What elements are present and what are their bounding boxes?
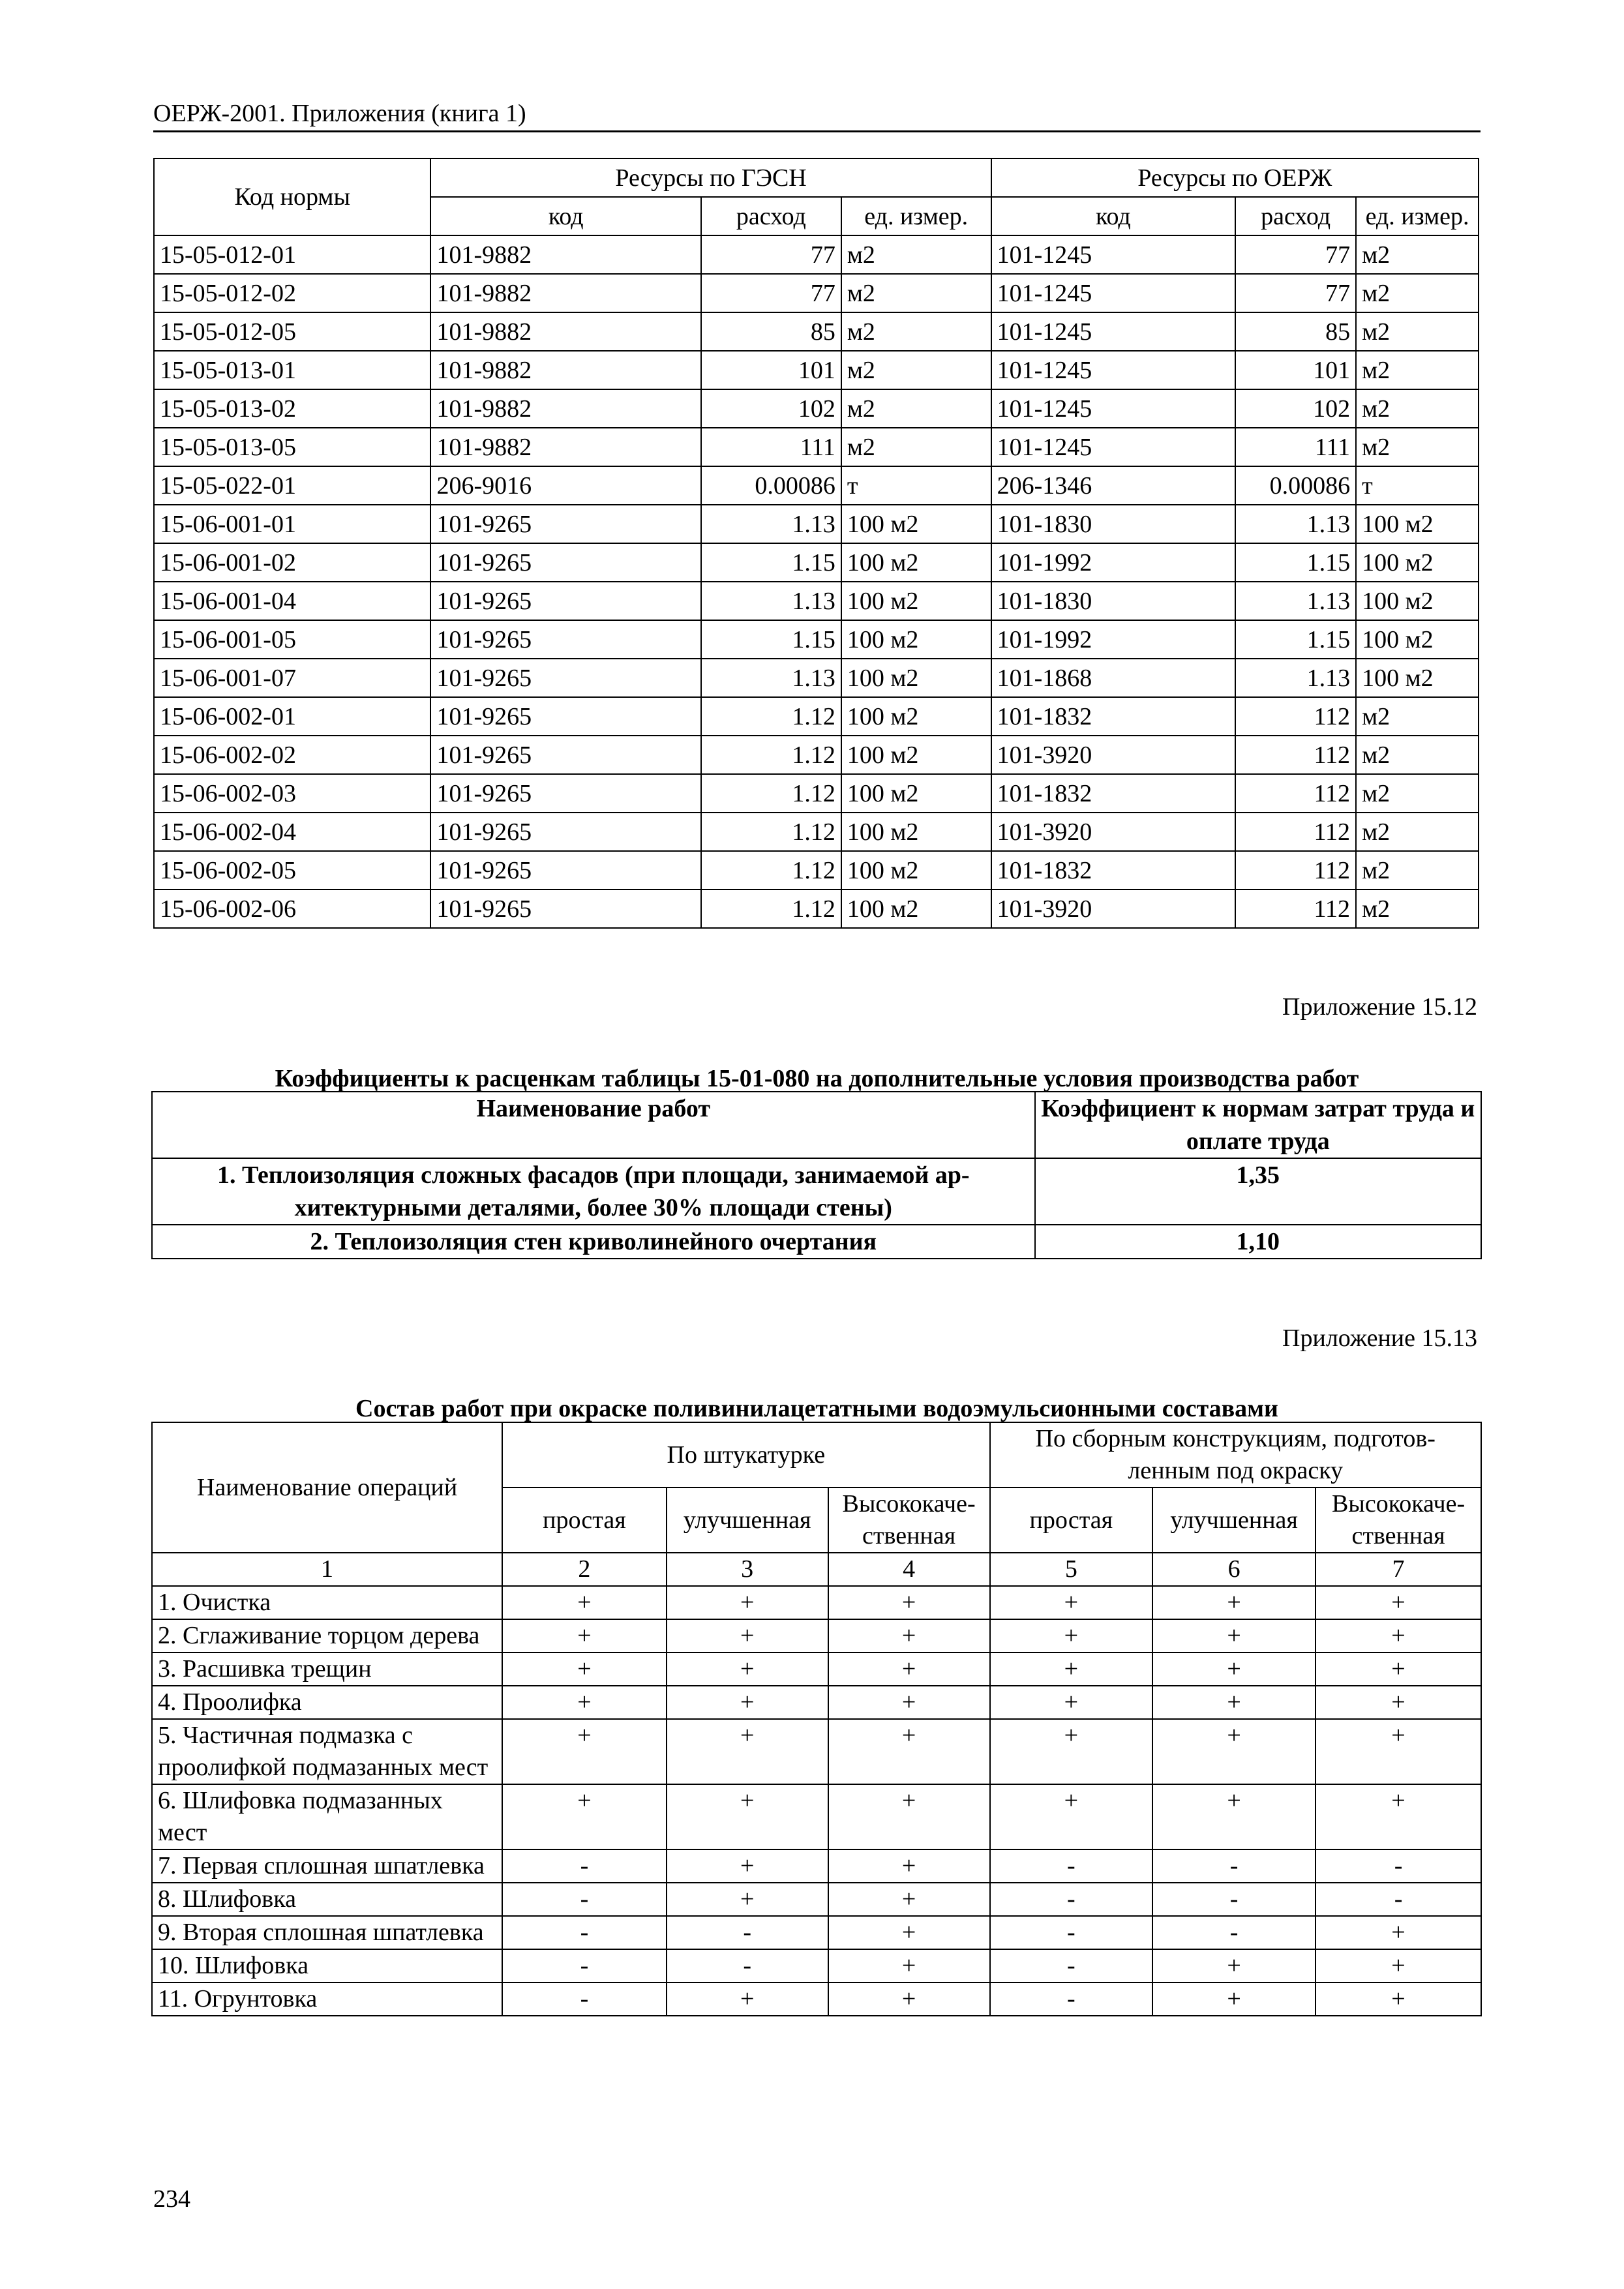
table-row [152,1686,1481,1719]
table-cell: 100 м2 [1356,543,1479,582]
table-cell: 101-9265 [430,659,700,697]
mark-cell: + [502,1686,667,1719]
table-cell: м2 [1356,428,1479,466]
table-row [154,582,1479,620]
coefficient-cell: 1,10 [1035,1225,1481,1259]
table-cell: 100 м2 [841,774,991,813]
appendix-15-12-label: Приложение 15.12 [1282,993,1477,1021]
table-row [154,235,1479,274]
table-cell: м2 [1356,389,1479,428]
table-cell: 1.13 [1235,582,1356,620]
table-cell: м2 [841,351,991,389]
table-cell: м2 [841,235,991,274]
table-cell: 101-1245 [991,428,1236,466]
operation-cell: 8. Шлифовка [152,1883,502,1916]
table-row [152,1653,1481,1686]
operation-cell: 5. Частичная подмазка с проолифкой подмазанных мест [152,1719,502,1784]
table-row [152,1916,1481,1949]
work-name-cell: 1. Теплоизоляция сложных фасадов (при площади, занимаемой ар-хитектурными деталями, более 30% площади стены) [152,1158,1035,1225]
mark-cell: - [990,1916,1153,1949]
table-cell: 101-1832 [991,774,1236,813]
mark-cell: + [990,1719,1153,1784]
header-coefficient: Коэффициент к нормам затрат труда и оплате труда [1035,1092,1481,1158]
column-number: 6 [1152,1553,1316,1586]
mark-cell: - [502,1982,667,2016]
mark-cell: + [828,1916,990,1949]
table-cell: 15-06-002-03 [154,774,430,813]
table-cell: 101-9265 [430,890,700,928]
painting-works-table [151,1422,1482,2016]
column-number: 7 [1316,1553,1481,1586]
mark-cell: - [990,1883,1153,1916]
table-cell: 1.15 [701,620,841,659]
table-cell: м2 [1356,736,1479,774]
table-cell: 1.12 [701,851,841,890]
mark-cell: + [667,1653,828,1686]
column-number: 1 [152,1553,502,1586]
table-cell: 112 [1235,736,1356,774]
header-operations: Наименование операций [152,1422,502,1553]
subheader-cell: ед. измер. [841,197,991,235]
table-cell: 100 м2 [841,582,991,620]
mark-cell: + [1152,1653,1316,1686]
appendix-15-13-title: Состав работ при окраске поливинилацетатными водоэмульсионными составами [355,1395,1278,1422]
table-cell: м2 [1356,851,1479,890]
table-cell: 15-06-001-07 [154,659,430,697]
mark-cell: + [990,1586,1153,1619]
table-cell: 101-1245 [991,351,1236,389]
table-cell: 101-1245 [991,389,1236,428]
header-gesn: Ресурсы по ГЭСН [430,158,991,197]
header-rule [153,130,1481,132]
mark-cell: - [1152,1916,1316,1949]
mark-cell: + [667,1586,828,1619]
work-name-cell: 2. Теплоизоляция стен криволинейного очертания [152,1225,1035,1259]
table-cell: 101-9265 [430,582,700,620]
mark-cell: - [1316,1849,1481,1883]
table-cell: 1.15 [701,543,841,582]
table-cell: 1.15 [1235,620,1356,659]
table-cell: м2 [1356,813,1479,851]
subheader-cell: код [991,197,1236,235]
operation-cell: 3. Расшивка трещин [152,1653,502,1686]
table-cell: 0.00086 [701,466,841,505]
operation-cell: 4. Проолифка [152,1686,502,1719]
mark-cell: + [1316,1982,1481,2016]
table-cell: 100 м2 [841,697,991,736]
mark-cell: + [667,1784,828,1849]
table-cell: 100 м2 [841,736,991,774]
mark-cell: + [828,1586,990,1619]
operation-cell: 10. Шлифовка [152,1949,502,1982]
mark-cell: + [667,1883,828,1916]
table-cell: 101-9265 [430,813,700,851]
table-cell: 112 [1235,774,1356,813]
subheader-cell: улучшенная [1152,1488,1316,1553]
header-work-name: Наименование работ [152,1092,1035,1158]
table-cell: 101-9882 [430,235,700,274]
table-cell: 100 м2 [841,505,991,543]
table-cell: 111 [701,428,841,466]
table-cell: 15-06-001-02 [154,543,430,582]
table-cell: м2 [1356,890,1479,928]
header-by-prefab: По сборным конструкциям, подготов-ленным под окраску [990,1422,1481,1488]
subheader-cell: Высококаче-ственная [828,1488,990,1553]
table-row [154,466,1479,505]
table-row [154,620,1479,659]
table-cell: 1.13 [1235,505,1356,543]
table-cell: м2 [1356,697,1479,736]
running-header: ОЕРЖ-2001. Приложения (книга 1) [153,100,526,127]
table-cell: 100 м2 [841,543,991,582]
table-row [154,351,1479,389]
table-cell: 1.12 [701,736,841,774]
table-cell: 15-05-012-01 [154,235,430,274]
mark-cell: + [502,1586,667,1619]
table-cell: 77 [1235,235,1356,274]
mark-cell: + [1316,1586,1481,1619]
appendix-15-12-title: Коэффициенты к расценкам таблицы 15-01-080 на дополнительные условия производства работ [275,1065,1359,1092]
table-cell: 77 [701,274,841,312]
table-cell: 15-05-013-01 [154,351,430,389]
operation-cell: 7. Первая сплошная шпатлевка [152,1849,502,1883]
subheader-cell: расход [1235,197,1356,235]
table-cell: 1.13 [701,505,841,543]
table-cell: 101-1832 [991,851,1236,890]
table-row [152,1784,1481,1849]
table-cell: 15-06-002-05 [154,851,430,890]
page-number: 234 [153,2185,190,2213]
table-cell: м2 [1356,312,1479,351]
mark-cell: + [1152,1686,1316,1719]
table-row [154,312,1479,351]
mark-cell: + [1316,1719,1481,1784]
table-cell: м2 [841,389,991,428]
mark-cell: - [1152,1849,1316,1883]
table-cell: 15-05-012-02 [154,274,430,312]
table-cell: м2 [1356,351,1479,389]
table-row [154,505,1479,543]
mark-cell: + [667,1849,828,1883]
subheader-cell: простая [502,1488,667,1553]
mark-cell: + [990,1686,1153,1719]
table-cell: 112 [1235,890,1356,928]
mark-cell: - [990,1982,1153,2016]
table-cell: м2 [1356,235,1479,274]
mark-cell: + [667,1982,828,2016]
coefficients-table [151,1091,1482,1259]
table-row [154,428,1479,466]
table-cell: 101-9265 [430,736,700,774]
table-cell: 101-9882 [430,428,700,466]
table-cell: 100 м2 [841,890,991,928]
table-cell: 15-06-002-01 [154,697,430,736]
table-row [152,1883,1481,1916]
table-row [152,1719,1481,1784]
column-number: 3 [667,1553,828,1586]
table-cell: 1.13 [1235,659,1356,697]
table-row [152,1849,1481,1883]
table-cell: 101-9265 [430,543,700,582]
table-cell: 101-3920 [991,813,1236,851]
table-cell: 100 м2 [841,813,991,851]
subheader-cell: улучшенная [667,1488,828,1553]
table-cell: 101 [1235,351,1356,389]
table-row [152,1949,1481,1982]
table-cell: 101 [701,351,841,389]
table-cell: 0.00086 [1235,466,1356,505]
table-cell: 15-06-001-01 [154,505,430,543]
table-cell: 101-1992 [991,620,1236,659]
subheader-cell: простая [990,1488,1153,1553]
table-cell: 101-9882 [430,274,700,312]
operation-cell: 11. Огрунтовка [152,1982,502,2016]
table-cell: 206-1346 [991,466,1236,505]
table-cell: 1.12 [701,890,841,928]
table-row [154,813,1479,851]
table-cell: 15-05-013-05 [154,428,430,466]
mark-cell: + [828,1653,990,1686]
table-cell: 111 [1235,428,1356,466]
operation-cell: 9. Вторая сплошная шпатлевка [152,1916,502,1949]
mark-cell: + [990,1653,1153,1686]
mark-cell: - [502,1883,667,1916]
table-row [152,1982,1481,2016]
mark-cell: - [502,1916,667,1949]
table-cell: 101-3920 [991,890,1236,928]
table-row [154,389,1479,428]
table-cell: 100 м2 [841,851,991,890]
table-row [154,274,1479,312]
table-cell: 101-1245 [991,235,1236,274]
mark-cell: + [828,1982,990,2016]
mark-cell: + [828,1686,990,1719]
table-row [154,543,1479,582]
table-cell: 1.12 [701,813,841,851]
mark-cell: - [667,1916,828,1949]
table-cell: 77 [1235,274,1356,312]
table-cell: 101-1830 [991,582,1236,620]
column-number: 5 [990,1553,1153,1586]
mark-cell: + [1316,1686,1481,1719]
table-row [154,890,1479,928]
coefficient-cell: 1,35 [1035,1158,1481,1225]
mark-cell: - [1316,1883,1481,1916]
mark-cell: + [828,1619,990,1653]
subheader-cell: ед. измер. [1356,197,1479,235]
table-cell: 102 [1235,389,1356,428]
table-row [152,1158,1481,1225]
table-cell: м2 [841,428,991,466]
table-cell: 101-3920 [991,736,1236,774]
mark-cell: + [990,1784,1153,1849]
mark-cell: + [990,1619,1153,1653]
table-row [152,1619,1481,1653]
table-cell: 101-9882 [430,389,700,428]
mark-cell: - [502,1849,667,1883]
mark-cell: + [1152,1586,1316,1619]
mark-cell: + [667,1619,828,1653]
table-cell: 206-9016 [430,466,700,505]
mark-cell: + [1316,1949,1481,1982]
table-cell: 15-05-012-05 [154,312,430,351]
table-cell: 1.12 [701,774,841,813]
table-cell: 101-9265 [430,697,700,736]
header-code-norm: Код нормы [154,158,430,235]
table-row [154,774,1479,813]
mark-cell: - [990,1849,1153,1883]
mark-cell: + [828,1719,990,1784]
table-cell: 1.12 [701,697,841,736]
appendix-15-13-label: Приложение 15.13 [1282,1324,1477,1352]
table-cell: 112 [1235,697,1356,736]
table-cell: м2 [1356,274,1479,312]
mark-cell: - [990,1949,1153,1982]
table-cell: 101-1992 [991,543,1236,582]
table-cell: 101-9265 [430,505,700,543]
table-cell: 101-1245 [991,274,1236,312]
header-by-plaster: По штукатурке [502,1422,989,1488]
subheader-cell: Высококаче-ственная [1316,1488,1481,1553]
table-row [154,659,1479,697]
mark-cell: + [1316,1619,1481,1653]
mark-cell: + [502,1784,667,1849]
table-cell: 112 [1235,851,1356,890]
table-cell: 100 м2 [841,620,991,659]
mark-cell: + [828,1883,990,1916]
mark-cell: + [1316,1916,1481,1949]
table-cell: 101-1868 [991,659,1236,697]
mark-cell: + [502,1719,667,1784]
mark-cell: - [1152,1883,1316,1916]
table-cell: 15-06-001-04 [154,582,430,620]
subheader-cell: расход [701,197,841,235]
subheader-cell: код [430,197,700,235]
operation-cell: 6. Шлифовка подмазанных мест [152,1784,502,1849]
table-cell: 15-05-022-01 [154,466,430,505]
table-cell: 100 м2 [1356,505,1479,543]
table-cell: 1.15 [1235,543,1356,582]
table-cell: 101-9265 [430,774,700,813]
mark-cell: + [828,1949,990,1982]
table-row [154,851,1479,890]
operation-cell: 1. Очистка [152,1586,502,1619]
mark-cell: + [667,1686,828,1719]
table-cell: 15-06-001-05 [154,620,430,659]
table-cell: 100 м2 [841,659,991,697]
header-oerzh: Ресурсы по ОЕРЖ [991,158,1479,197]
table-cell: 100 м2 [1356,620,1479,659]
table-cell: м2 [841,312,991,351]
table-cell: 112 [1235,813,1356,851]
mark-cell: + [1152,1619,1316,1653]
table-row [152,1586,1481,1619]
mark-cell: + [1152,1784,1316,1849]
table-cell: 15-05-013-02 [154,389,430,428]
column-number: 2 [502,1553,667,1586]
mark-cell: + [1316,1784,1481,1849]
table-cell: 101-9882 [430,351,700,389]
table-cell: 15-06-002-06 [154,890,430,928]
table-cell: 101-9882 [430,312,700,351]
mark-cell: + [1152,1982,1316,2016]
mark-cell: + [828,1784,990,1849]
column-number: 4 [828,1553,990,1586]
resources-table [153,158,1479,929]
table-cell: 100 м2 [1356,582,1479,620]
table-cell: 15-06-002-02 [154,736,430,774]
table-cell: 15-06-002-04 [154,813,430,851]
table-cell: 85 [701,312,841,351]
table-cell: 85 [1235,312,1356,351]
table-cell: 101-9265 [430,620,700,659]
table-cell: 77 [701,235,841,274]
mark-cell: + [828,1849,990,1883]
table-cell: 101-1832 [991,697,1236,736]
table-cell: 1.13 [701,659,841,697]
table-cell: 102 [701,389,841,428]
mark-cell: + [502,1653,667,1686]
table-row [154,736,1479,774]
mark-cell: - [502,1949,667,1982]
table-cell: т [841,466,991,505]
mark-cell: - [667,1949,828,1982]
table-cell: 1.13 [701,582,841,620]
mark-cell: + [1152,1949,1316,1982]
table-cell: 101-1830 [991,505,1236,543]
operation-cell: 2. Сглаживание торцом дерева [152,1619,502,1653]
mark-cell: + [502,1619,667,1653]
table-row [152,1225,1481,1259]
table-cell: 101-1245 [991,312,1236,351]
mark-cell: + [667,1719,828,1784]
table-cell: т [1356,466,1479,505]
table-cell: 100 м2 [1356,659,1479,697]
table-cell: м2 [841,274,991,312]
table-row [154,697,1479,736]
mark-cell: + [1152,1719,1316,1784]
table-cell: м2 [1356,774,1479,813]
mark-cell: + [1316,1653,1481,1686]
table-cell: 101-9265 [430,851,700,890]
